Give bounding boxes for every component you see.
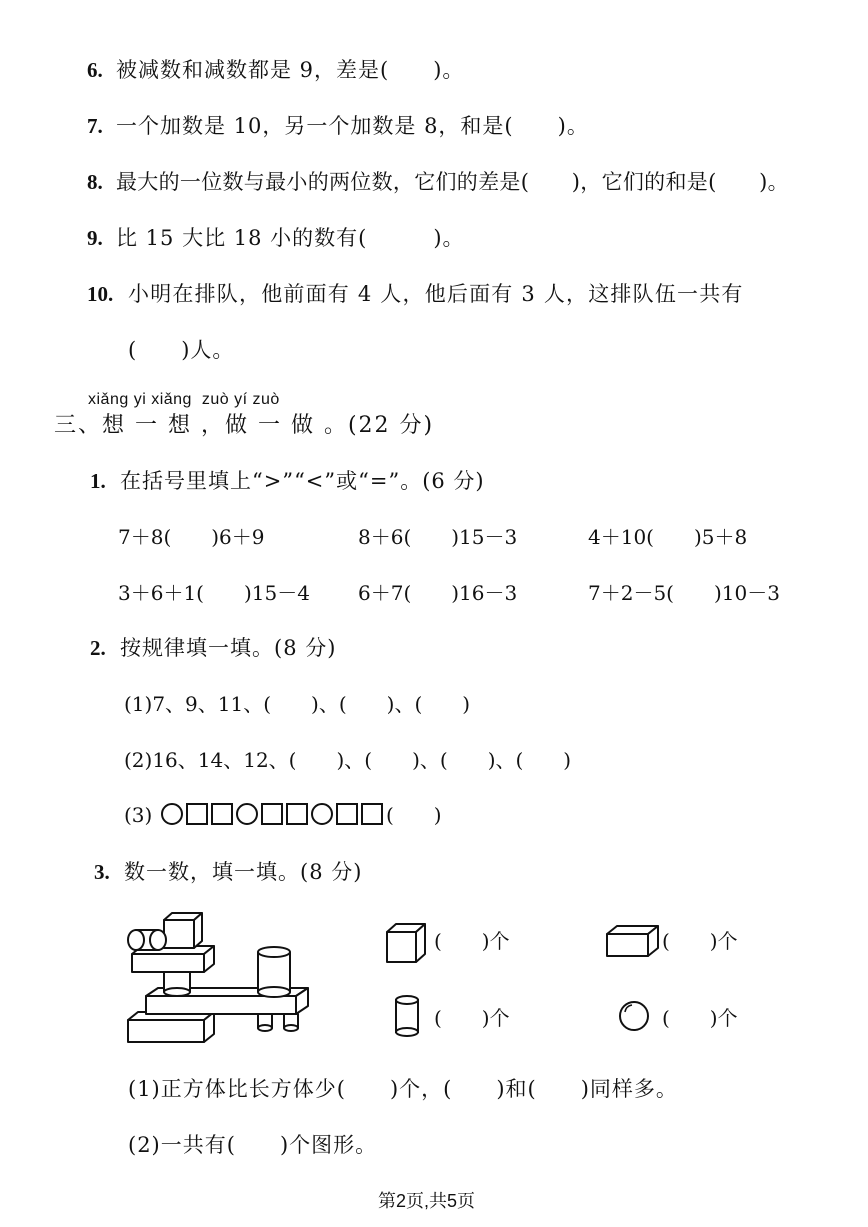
question-number: 3.	[94, 860, 110, 884]
question-number: 8.	[87, 170, 103, 194]
q3-title: 数一数，填一填。(8 分)	[124, 860, 363, 884]
pattern-item-3-suffix: ( )	[386, 803, 442, 827]
cube-count: ( )个	[434, 929, 510, 953]
q3-sub-1: (1)正方体比长方体少( )个，( )和( )同样多。	[128, 1077, 678, 1101]
block-structure-illustration	[124, 908, 324, 1048]
compare-item: 8＋6( )15－3	[358, 525, 518, 549]
q3-sub-2: (2)一共有( )个图形。	[128, 1133, 378, 1157]
pattern-circle	[162, 804, 182, 824]
pattern-square	[262, 804, 282, 824]
pattern-item-1: (1)7、9、11、( )、( )、( )	[124, 692, 471, 716]
compare-item: 4＋10( )5＋8	[588, 525, 748, 549]
compare-item: 6＋7( )16－3	[358, 581, 518, 605]
compare-item: 3＋6＋1( )15－4	[118, 581, 310, 605]
question-6-text: 被减数和减数都是 9，差是( )。	[116, 58, 465, 82]
question-10-continuation: ( )人。	[128, 338, 235, 362]
pattern-square	[362, 804, 382, 824]
question-8-text: 最大的一位数与最小的两位数，它们的差是( )，它们的和是( )。	[116, 170, 789, 194]
q2-title: 按规律填一填。(8 分)	[120, 636, 337, 660]
compare-item: 7＋8( )6＋9	[118, 525, 265, 549]
question-7-text: 一个加数是 10，另一个加数是 8，和是( )。	[116, 114, 589, 138]
question-10-text: 小明在排队，他前面有 4 人，他后面有 3 人，这排队伍一共有	[128, 282, 744, 306]
section-pinyin: xiǎng yi xiǎng zuò yí zuò	[88, 391, 280, 408]
shape-sequence	[160, 801, 390, 827]
cylinder-count: ( )个	[434, 1006, 510, 1030]
pattern-circle	[237, 804, 257, 824]
question-number: 9.	[87, 226, 103, 250]
sphere-count: ( )个	[662, 1006, 738, 1030]
cuboid-icon	[604, 922, 664, 962]
question-number: 7.	[87, 114, 103, 138]
question-number: 6.	[87, 58, 103, 82]
question-number: 1.	[90, 469, 106, 493]
cuboid-count: ( )个	[662, 929, 738, 953]
q1-title: 在括号里填上“>”“<”或“=”。(6 分)	[120, 469, 485, 493]
pattern-square	[337, 804, 357, 824]
cube-icon	[384, 920, 428, 966]
pattern-square	[287, 804, 307, 824]
pattern-circle	[312, 804, 332, 824]
question-number: 10.	[87, 282, 114, 306]
question-9-text: 比 15 大比 18 小的数有( )。	[116, 226, 465, 250]
sphere-icon	[618, 1000, 654, 1036]
pattern-square	[212, 804, 232, 824]
section-title: 三、想 一 想 ，做 一 做 。(22 分)	[54, 413, 435, 438]
cylinder-icon	[392, 994, 424, 1040]
pattern-square	[187, 804, 207, 824]
question-number: 2.	[90, 636, 106, 660]
pattern-item-3-prefix: (3)	[124, 803, 153, 827]
page-footer: 第2页,共5页	[378, 1191, 476, 1211]
pattern-item-2: (2)16、14、12、( )、( )、( )、( )	[124, 748, 572, 772]
compare-item: 7＋2－5( )10－3	[588, 581, 780, 605]
